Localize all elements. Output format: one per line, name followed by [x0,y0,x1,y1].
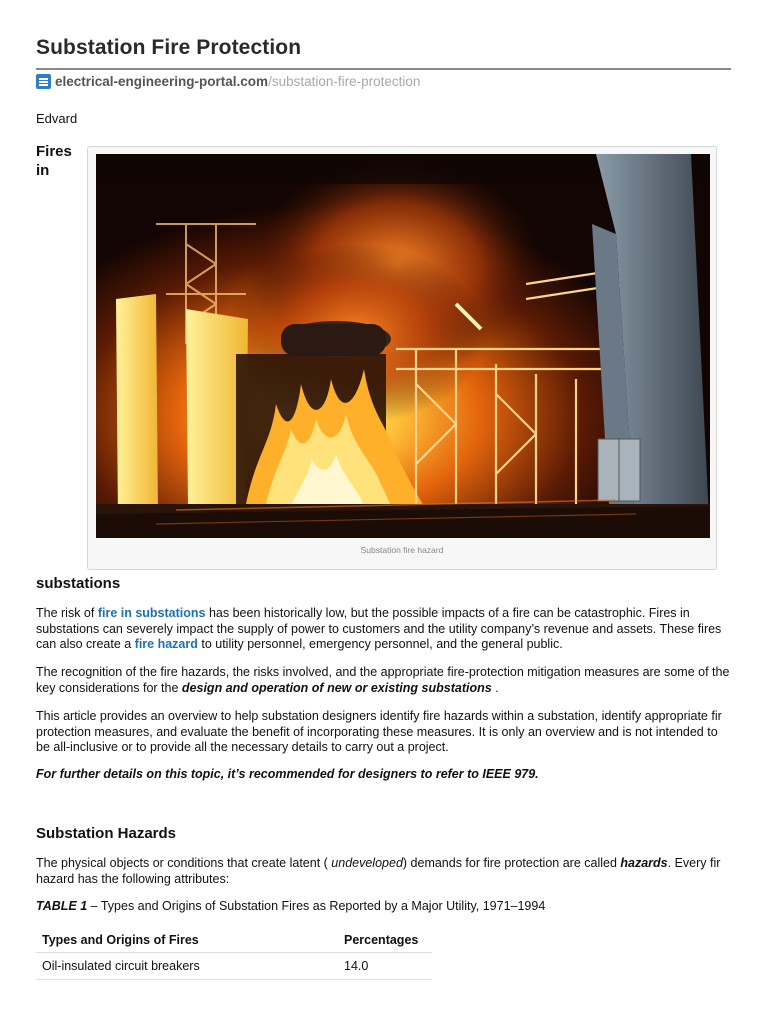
column-header: Types and Origins of Fires [36,928,338,953]
table-row [36,953,432,980]
emphasis-text: hazards [620,856,668,870]
title-divider [36,68,731,70]
figure [87,146,717,570]
emphasis-text: undeveloped [331,856,403,870]
fire-origins-table [36,928,432,980]
text: ) demands for fire protection are called [402,856,621,870]
table-cell: Oil-insulated circuit breakers [36,953,338,980]
source-path[interactable]: /substation-fire-protection [268,74,421,89]
substation-fire-photo [96,154,710,538]
text: . [491,680,499,695]
text: has been historically low, but the possible impacts of a fire can be catastrophic. Fires in substations can severely impact the supply of power to customers and the utility company’s revenue and assets. These fires can also create a [36,606,722,651]
section-heading-line: Fires [36,143,72,160]
table-header-row [36,928,432,953]
paragraph-recognition [36,665,731,696]
fire-hazard-link[interactable]: fire hazard [134,637,198,651]
substation-fire-illustration [96,154,710,538]
text: The risk of [36,606,98,620]
table-caption-label: TABLE 1 [36,899,88,913]
fire-in-substations-link[interactable]: fire in substations [97,606,206,620]
text: . Every fir hazard has the following attributes: [36,856,721,886]
table-caption [36,899,731,915]
paragraph-ieee-note: For further details on this topic, it’s recommended for designers to refer to IEEE 979. [36,767,539,781]
document-icon [36,74,51,89]
text: The physical objects or conditions that create latent ( [36,856,332,870]
section-heading-substation-hazards: Substation Hazards [36,825,177,842]
text: to utility personnel, emergency personnel, and the general public. [197,637,563,651]
table-caption-text: – Types and Origins of Substation Fires as Reported by a Major Utility, 1971–1994 [87,899,546,913]
section-heading-line: in [36,162,50,179]
section-heading-fires [36,142,76,180]
emphasis-text: design and operation of new or existing substations [181,680,492,695]
text: The recognition of the fire hazards, the risks involved, and the appropriate fire-protection mitigation measures are some of the key considerations for the [36,665,730,695]
column-header: Percentages [338,928,432,953]
paragraph-hazards [36,856,731,887]
paragraph-risk [36,606,731,653]
figure-caption: Substation fire hazard [360,545,444,555]
table-cell: 14.0 [338,953,432,980]
paragraph-overview: This article provides an overview to help substation designers identify fire hazards within a substation, identify appropriate fir protection measures, and evaluate the benefit of incorporating these measures. It is only an overview and is not intended to be all-inclusive or to provide all the necessary details to carry out a project. [36,709,722,754]
section-heading-substations: substations [36,575,121,592]
author-name: Edvard [36,111,78,126]
page-title: Substation Fire Protection [36,36,302,59]
source-domain[interactable]: electrical-engineering-portal.com [55,74,269,89]
source-link[interactable] [36,74,420,89]
